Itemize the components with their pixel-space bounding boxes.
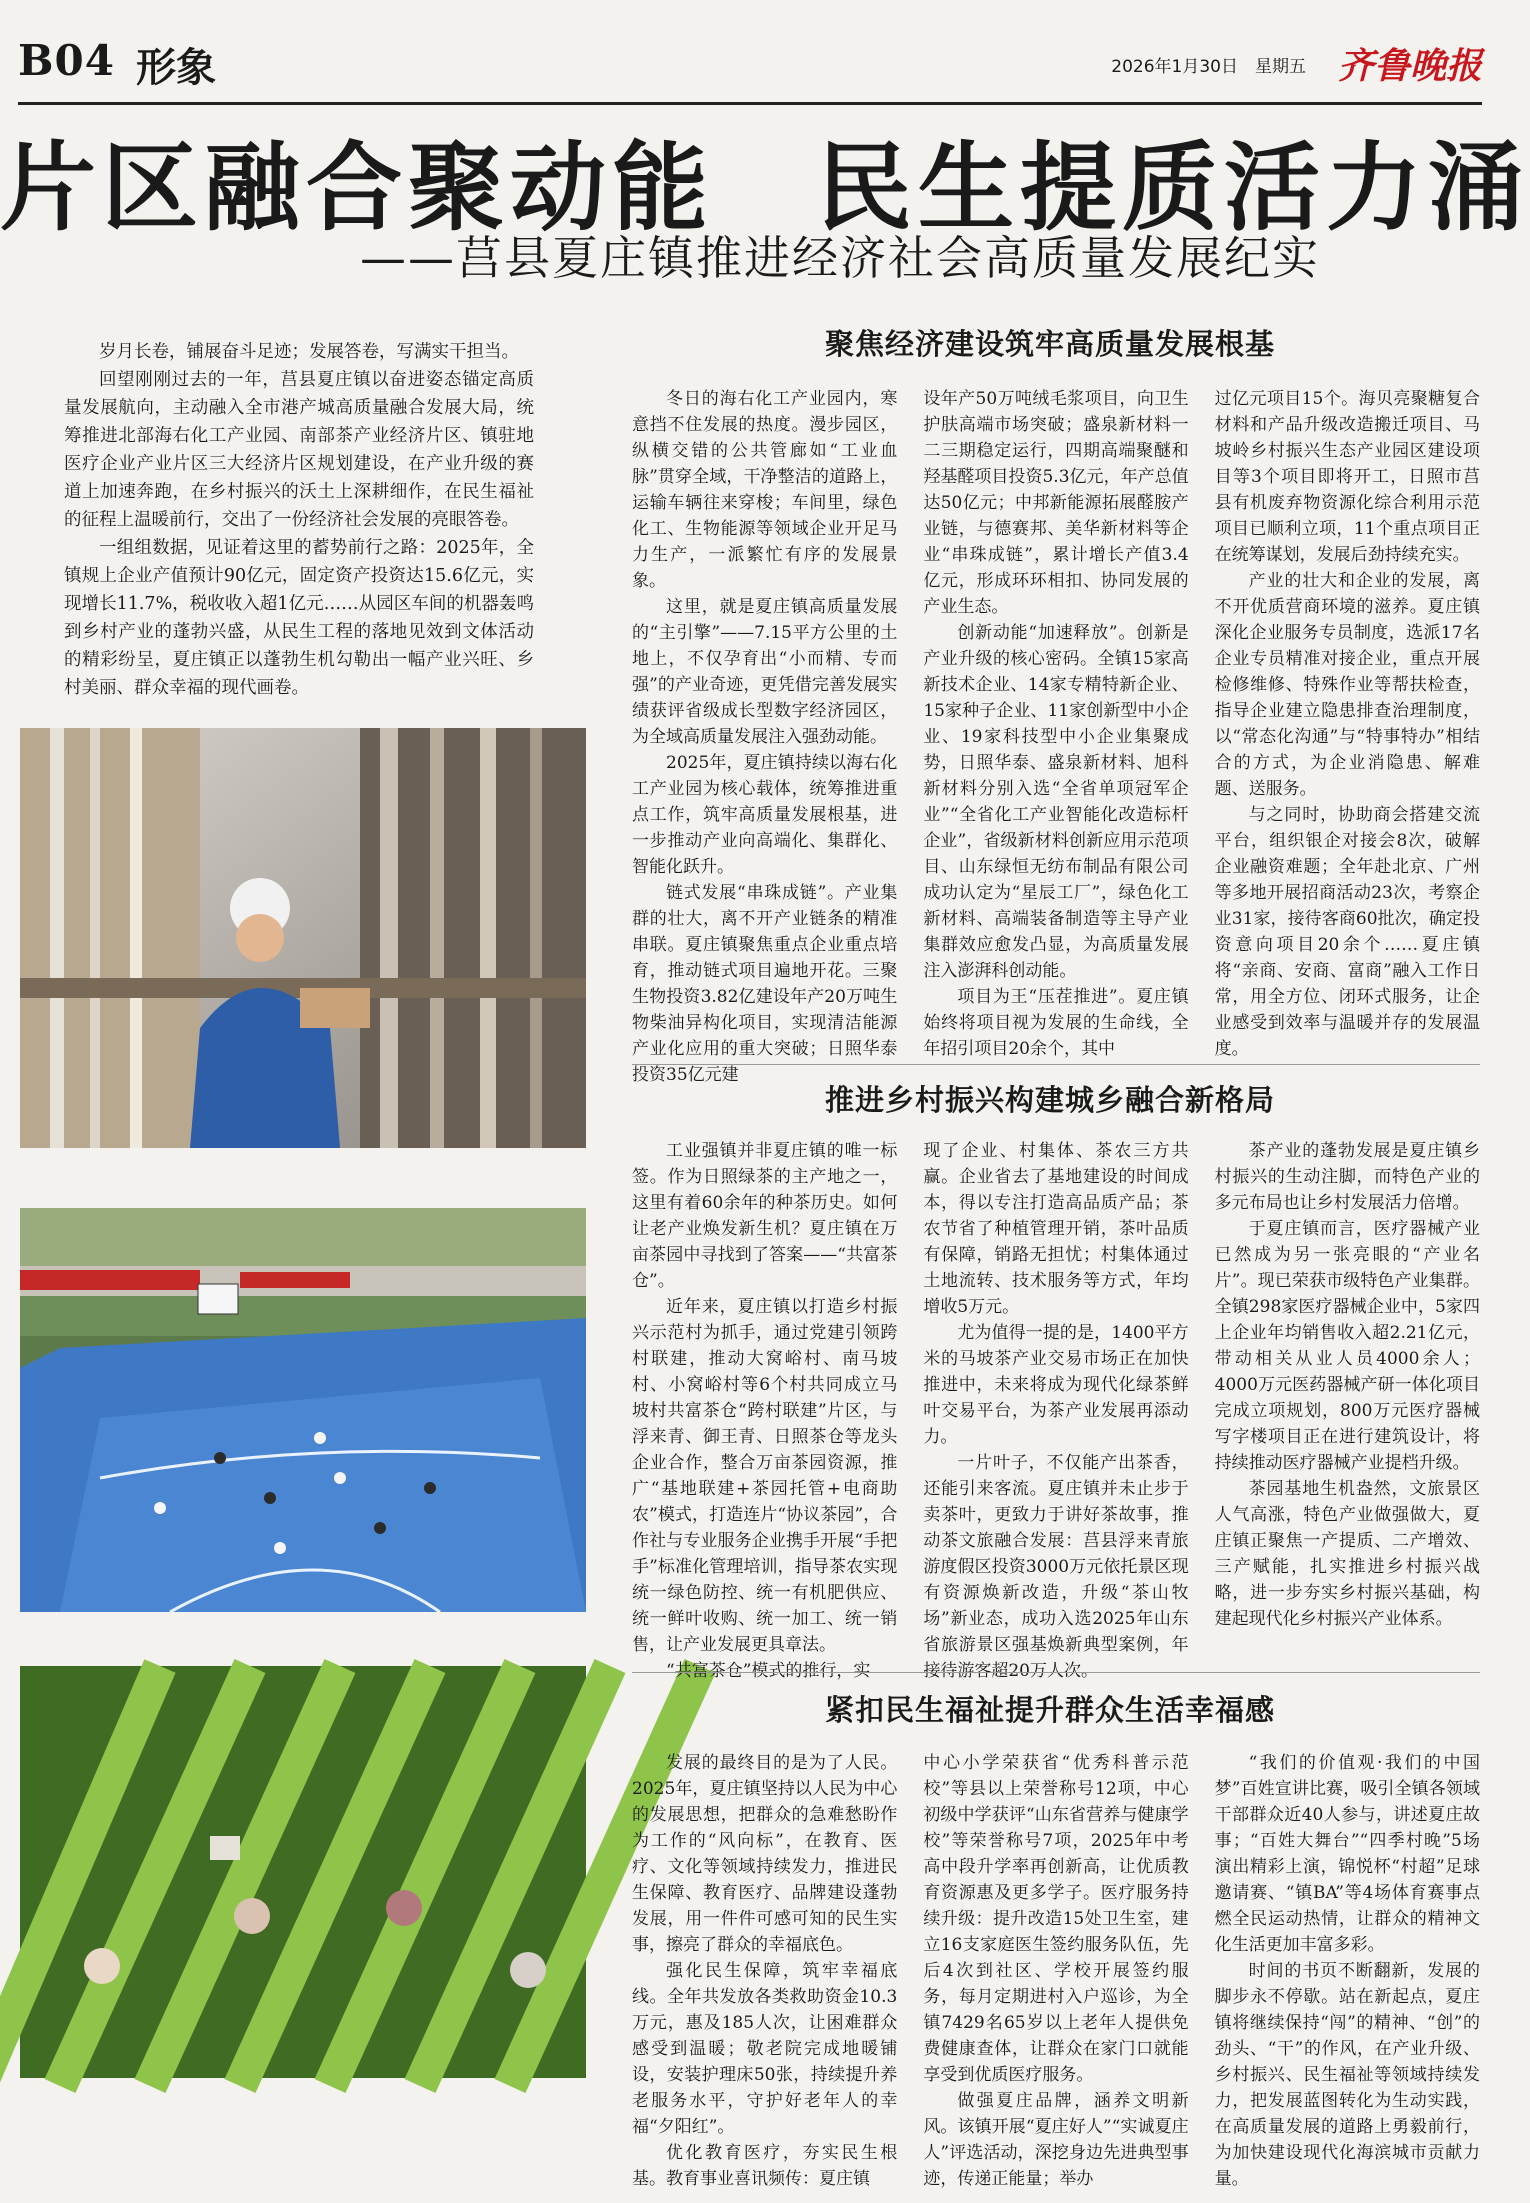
lead-paragraph: 岁月长卷，铺展奋斗足迹；发展答卷，写满实干担当。 — [99, 342, 519, 362]
section-divider — [632, 1064, 1480, 1065]
page-header — [18, 22, 1482, 105]
paragraph: 过亿元项目15个。海贝亮聚糖复合材料和产品升级改造搬迁项目、马坡岭乡村振兴生态产业园区建设项目等3个项目即将开工，日照市莒县有机废弃物资源化综合利用示范项目已顺利立项，11个重点项目正在统筹谋划，发展后劲持续充实。 — [1214, 389, 1480, 565]
article-column — [1214, 386, 1480, 1059]
factory-worker-image — [20, 728, 586, 1148]
paragraph: 强化民生保障，筑牢幸福底线。全年共发放各类救助资金10.3万元，惠及185人次，让困难群众感受到温暖；敬老院完成地暖铺设，安装护理床50张，持续提升养老服务水平，守护好老年人的幸福“夕阳红”。 — [632, 1961, 898, 2137]
article-column — [1215, 1138, 1480, 1660]
paragraph: “我们的价值观·我们的中国梦”百姓宣讲比赛，吸引全镇各领域干部群众近40人参与，讲述夏庄故事；“百姓大舞台”“四季村晚”5场演出精彩上演，锦悦杯“村超”足球邀请赛、“镇BA”等4场体育赛事点燃全民运动热情，让群众的精神文化生活更加丰富多彩。 — [1214, 1753, 1480, 1955]
section-rural — [632, 1138, 1480, 1681]
newspaper-logo: 齐鲁晚报 — [1337, 45, 1482, 87]
lead-paragraphs — [64, 338, 534, 702]
section-economy — [632, 386, 1480, 1085]
factory-worker-photo — [20, 728, 586, 1148]
paragraph: 中心小学荣获省“优秀科普示范校”等县以上荣誉称号12项，中心初级中学获评“山东省营养与健康学校”等荣誉称号7项，2025年中考高中段升学率再创新高，让优质教育资源惠及更多学子。医疗服务持续升级：提升改造15处卫生室，建立16支家庭医生签约服务队伍，先后4次到社区、学校开展签约服务，每月定期进村入户巡诊，为全镇7429名65岁以上老年人提供免费健康查体，让群众在家门口就能享受到优质医疗服务。 — [923, 1753, 1189, 2085]
paragraph: 时间的书页不断翻新，发展的脚步永不停歇。站在新起点，夏庄镇将继续保持“闯”的精神、“创”的劲头、“干”的作风，在产业升级、乡村振兴、民生福祉等领域持续发力，把发展蓝图转化为生动实践，在高质量发展的道路上勇毅前行，为加快建设现代化海滨城市贡献力量。 — [1214, 1961, 1480, 2189]
paragraph: 工业强镇并非夏庄镇的唯一标签。作为日照绿茶的主产地之一，这里有着60余年的种茶历史。如何让老产业焕发新生机？夏庄镇在万亩茶园中寻找到了答案——“共富茶仓”。 — [632, 1141, 898, 1291]
article-column — [923, 1138, 1189, 1681]
tea-picking-image — [20, 1666, 586, 2078]
section-divider — [632, 1672, 1480, 1673]
basketball-court-photo — [20, 1208, 586, 1612]
paragraph: 设年产50万吨绒毛浆项目，向卫生护肤高端市场突破；盛泉新材料一二三期稳定运行，四期高端聚醚和羟基醛项目投资5.3亿元，年产总值达50亿元；中邦新能源拓展醛胺产业链，与德赛邦、美华新材料等企业“串珠成链”，累计增长产值3.4亿元，形成环环相扣、协同发展的产业生态。 — [923, 389, 1189, 617]
article-column — [632, 386, 898, 1085]
date-text: 2026年1月30日 — [1111, 57, 1238, 77]
weekday-text: 星期五 — [1255, 57, 1306, 77]
paragraph: 优化教育医疗，夯实民生根基。教育事业喜讯频传：夏庄镇 — [632, 2143, 898, 2189]
subheadline: ——莒县夏庄镇推进经济社会高质量发展纪实 — [360, 231, 1320, 285]
article-column — [1215, 1750, 1480, 2190]
section-name: 形象 — [136, 45, 216, 91]
paragraph: 与之同时，协助商会搭建交流平台，组织银企对接会8次，破解企业融资难题；全年赴北京、广州等多地开展招商活动23次，考察企业31家，接待客商60批次，确定投资意向项目20余个……夏庄镇将“亲商、安商、富商”融入工作日常，用全方位、闭环式服务，让企业感受到效率与温暖并存的发展温度。 — [1214, 805, 1480, 1059]
lead-paragraph: 一组组数据，见证着这里的蓄势前行之路：2025年，全镇规上企业产值预计90亿元，固定资产投资达15.6亿元，实现增长11.7%，税收收入超1亿元……从园区车间的机器轰鸣到乡村产业的蓬勃兴盛，从民生工程的落地见效到文体活动的精彩纷呈，夏庄镇正以蓬勃生机勾勒出一幅产业兴旺、乡村美丽、群众幸福的现代画卷。 — [64, 538, 534, 698]
paragraph: 茶园基地生机盎然，文旅景区人气高涨，特色产业做强做大，夏庄镇正聚焦一产提质、二产增效、三产赋能，扎实推进乡村振兴战略，进一步夯实乡村振兴基础，构建起现代化乡村振兴产业体系。 — [1214, 1479, 1480, 1629]
paragraph: 项目为王“压茬推进”。夏庄镇始终将项目视为发展的生命线，全年招引项目20余个，其中 — [923, 987, 1189, 1059]
section-livelihood — [632, 1750, 1480, 2190]
section-title-livelihood: 紧扣民生福祉提升群众生活幸福感 — [824, 1693, 1275, 1727]
paragraph: 做强夏庄品牌，涵养文明新风。该镇开展“夏庄好人”“实诚夏庄人”评选活动，深挖身边先进典型事迹，传递正能量；举办 — [923, 2091, 1189, 2189]
paragraph: 尤为值得一提的是，1400平方米的马坡茶产业交易市场正在加快推进中，未来将成为现代化绿茶鲜叶交易平台，为茶产业发展再添动力。 — [923, 1323, 1189, 1447]
paragraph: 产业的壮大和企业的发展，离不开优质营商环境的滋养。夏庄镇深化企业服务专员制度，选派17名企业专员精准对接企业，重点开展检修维修、特殊作业等帮扶检查，指导企业建立隐患排查治理制度，以“常态化沟通”与“特事特办”相结合的方式，为企业消隐患、解难题、送服务。 — [1214, 571, 1480, 799]
section-title-economy: 聚焦经济建设筑牢高质量发展根基 — [824, 327, 1275, 361]
paragraph: 一片叶子，不仅能产出茶香，还能引来客流。夏庄镇并未止步于卖茶叶，更致力于讲好茶故事，推动茶文旅融合发展：莒县浮来青旅游度假区投资3000万元依托景区现有资源焕新改造，升级“茶山牧场”新业态，成功入选2025年山东省旅游景区强基焕新典型案例，年接待游客超20万人次。 — [923, 1453, 1189, 1681]
lead-paragraph: 回望刚刚过去的一年，莒县夏庄镇以奋进姿态锚定高质量发展航向，主动融入全市港产城高质量融合发展大局，统筹推进北部海右化工产业园、南部茶产业经济片区、镇驻地医疗企业产业片区三大经济片区规划建设，在产业升级的赛道上加速奔跑，在乡村振兴的沃土上深耕细作，在民生福祉的征程上温暖前行，交出了一份经济社会发展的亮眼答卷。 — [64, 370, 534, 530]
paragraph: 2025年，夏庄镇持续以海右化工产业园为核心载体，统筹推进重点工作，筑牢高质量发展根基，进一步推动产业向高端化、集群化、智能化跃升。 — [632, 753, 898, 877]
section-title-rural: 推进乡村振兴构建城乡融合新格局 — [824, 1083, 1275, 1117]
page-number: B04 — [18, 36, 115, 85]
paragraph: 现了企业、村集体、茶农三方共赢。企业省去了基地建设的时间成本，得以专注打造高品质产品；茶农节省了种植管理开销，茶叶品质有保障，销路无担忧；村集体通过土地流转、技术服务等方式，年均增收5万元。 — [923, 1141, 1189, 1317]
article-column — [923, 1750, 1188, 2190]
paragraph: 冬日的海右化工产业园内，寒意挡不住发展的热度。漫步园区，纵横交错的公共管廊如“工业血脉”贯穿全域，干净整洁的道路上，运输车辆往来穿梭；车间里，绿色化工、生物能源等领域企业开足马力生产，一派繁忙有序的发展景象。 — [632, 389, 898, 591]
article-column — [632, 1138, 898, 1681]
article-column — [632, 1750, 897, 2190]
paragraph: 茶产业的蓬勃发展是夏庄镇乡村振兴的生动注脚，而特色产业的多元布局也让乡村发展活力倍增。 — [1214, 1141, 1480, 1213]
basketball-game-image — [20, 1208, 586, 1612]
paragraph: 创新动能“加速释放”。创新是产业升级的核心密码。全镇15家高新技术企业、14家专精特新企业、15家种子企业、11家创新型中小企业、19家科技型中小企业集聚成势，日照华泰、盛泉新材料、旭科新材料分别入选“全省单项冠军企业”“全省化工产业智能化改造标杆企业”，省级新材料创新应用示范项目、山东绿恒无纺布制品有限公司成功认定为“星辰工厂”，绿色化工新材料、高端装备制造等主导产业集群效应愈发凸显，为高质量发展注入澎湃科创动能。 — [923, 623, 1189, 981]
headline: 片区融合聚动能 民生提质活力涌 — [0, 131, 1530, 244]
issue-date — [1111, 52, 1306, 77]
paragraph: 近年来，夏庄镇以打造乡村振兴示范村为抓手，通过党建引领跨村联建，推动大窝峪村、南马坡村、小窝峪村等6个村共同成立马坡村共富茶仓“跨村联建”片区，与浮来青、御王青、日照茶仓等龙头企业合作，整合万亩茶园资源，推广“基地联建+茶园托管+电商助农”模式，打造连片“协议茶园”，合作社与专业服务企业携手开展“手把手”标准化管理培训，指导茶农实现统一绿色防控、统一有机肥供应、统一鲜叶收购、统一加工、统一销售，让产业发展更具章法。 — [632, 1297, 898, 1655]
paragraph: 这里，就是夏庄镇高质量发展的“主引擎”——7.15平方公里的土地上，不仅孕育出“小而精、专而强”的产业奇迹，更凭借完善发展实绩获评省级成长型数字经济园区，为全域高质量发展注入强劲动能。 — [632, 597, 898, 747]
article-column — [923, 386, 1189, 1059]
paragraph: “共富茶仓”模式的推行，实 — [666, 1661, 871, 1681]
tea-garden-photo — [20, 1666, 586, 2078]
paragraph: 发展的最终目的是为了人民。2025年，夏庄镇坚持以人民为中心的发展思想，把群众的急难愁盼作为工作的“风向标”，在教育、医疗、文化等领域持续发力，推进民生保障、教育医疗、品牌建设蓬勃发展，用一件件可感可知的民生实事，擦亮了群众的幸福底色。 — [632, 1753, 898, 1955]
paragraph: 链式发展“串珠成链”。产业集群的壮大，离不开产业链条的精准串联。夏庄镇聚焦重点企业重点培育，推动链式项目遍地开花。三聚生物投资3.82亿建设年产20万吨生物柴油异构化项目，实现清洁能源产业化应用的重大突破；日照华泰投资35亿元建 — [632, 883, 898, 1085]
paragraph: 于夏庄镇而言，医疗器械产业已然成为另一张亮眼的“产业名片”。现已荣获市级特色产业集群。全镇298家医疗器械企业中，5家四上企业年均销售收入超2.21亿元，带动相关从业人员4000余人；4000万元医药器械产研一体化项目完成立项规划，800万元医疗器械写字楼项目正在进行建筑设计，将持续推动医疗器械产业提档升级。 — [1214, 1219, 1480, 1473]
